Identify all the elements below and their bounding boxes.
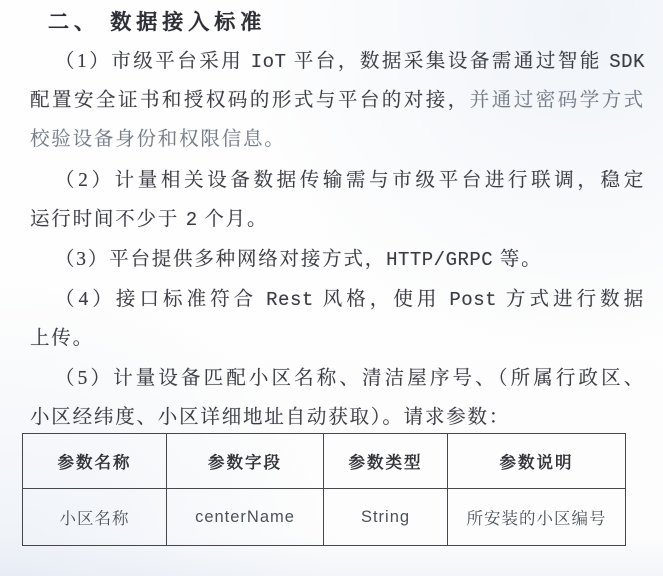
paragraph-2-line-1 [30,166,645,196]
text-segment: 上传。 [30,328,94,349]
text-segment: 校验设备身份和权限信息。 [30,129,286,150]
table-cell-param-type: String [324,489,448,546]
text-segment: （5）计量设备匹配小区名称、清洁屋序号、（所属行政区、 [55,368,645,389]
paragraph-5-line-1 [30,364,645,394]
table-cell-param-name: 小区名称 [23,489,167,546]
text-segment: 等。 [493,249,543,270]
text-segment: 方式进行数据 [497,289,645,310]
paragraph-1-line-1 [30,47,645,77]
paragraph-4-line-1 [30,285,645,315]
text-segment: 配置安全证书和授权码的形式与平台的对接， [30,90,470,111]
text-segment: 运行时间不少于 [30,209,186,230]
text-segment: （4）接口标准符合 [55,289,267,310]
text-segment: 并通过密码学方式 [469,90,645,111]
column-header-param-desc: 参数说明 [448,434,626,489]
table-cell-param-desc: 所安装的小区编号 [448,489,626,546]
text-segment: 个月。 [197,209,269,230]
column-header-param-name: 参数名称 [23,434,167,489]
paragraph-1-line-2 [30,86,645,116]
paragraph-1-line-3 [30,125,645,155]
paragraph-2-line-2 [30,205,645,235]
latin-segment: IoT [250,51,287,73]
latin-segment: Post [449,289,497,311]
latin-segment: HTTP/GRPC [386,249,494,271]
latin-segment: 2 [185,209,198,231]
text-segment: 平台，数据采集设备需通过智能 [286,51,610,72]
text-segment: 小区经纬度、小区详细地址自动获取）。请求参数： [30,407,511,428]
paragraph-4-line-2 [30,324,645,354]
paragraph-5-line-2 [30,403,645,433]
latin-segment: SDK [609,51,645,73]
column-header-param-type: 参数类型 [324,434,448,489]
table-header-row [23,434,626,489]
text-segment: 风格，使用 [313,289,450,310]
text-segment: （2）计量相关设备数据传输需与市级平台进行联调，稳定 [55,170,645,191]
section-heading: 二、 数据接入标准 [48,10,267,34]
text-segment: （3）平台提供多种网络对接方式， [55,249,387,270]
column-header-param-field: 参数字段 [167,434,324,489]
table-cell-param-field: centerName [167,489,324,546]
paragraph-3-line-1 [30,245,645,275]
text-segment: （1）市级平台采用 [55,51,251,72]
params-table [22,433,626,546]
latin-segment: Rest [266,289,314,311]
table-row [23,489,626,546]
